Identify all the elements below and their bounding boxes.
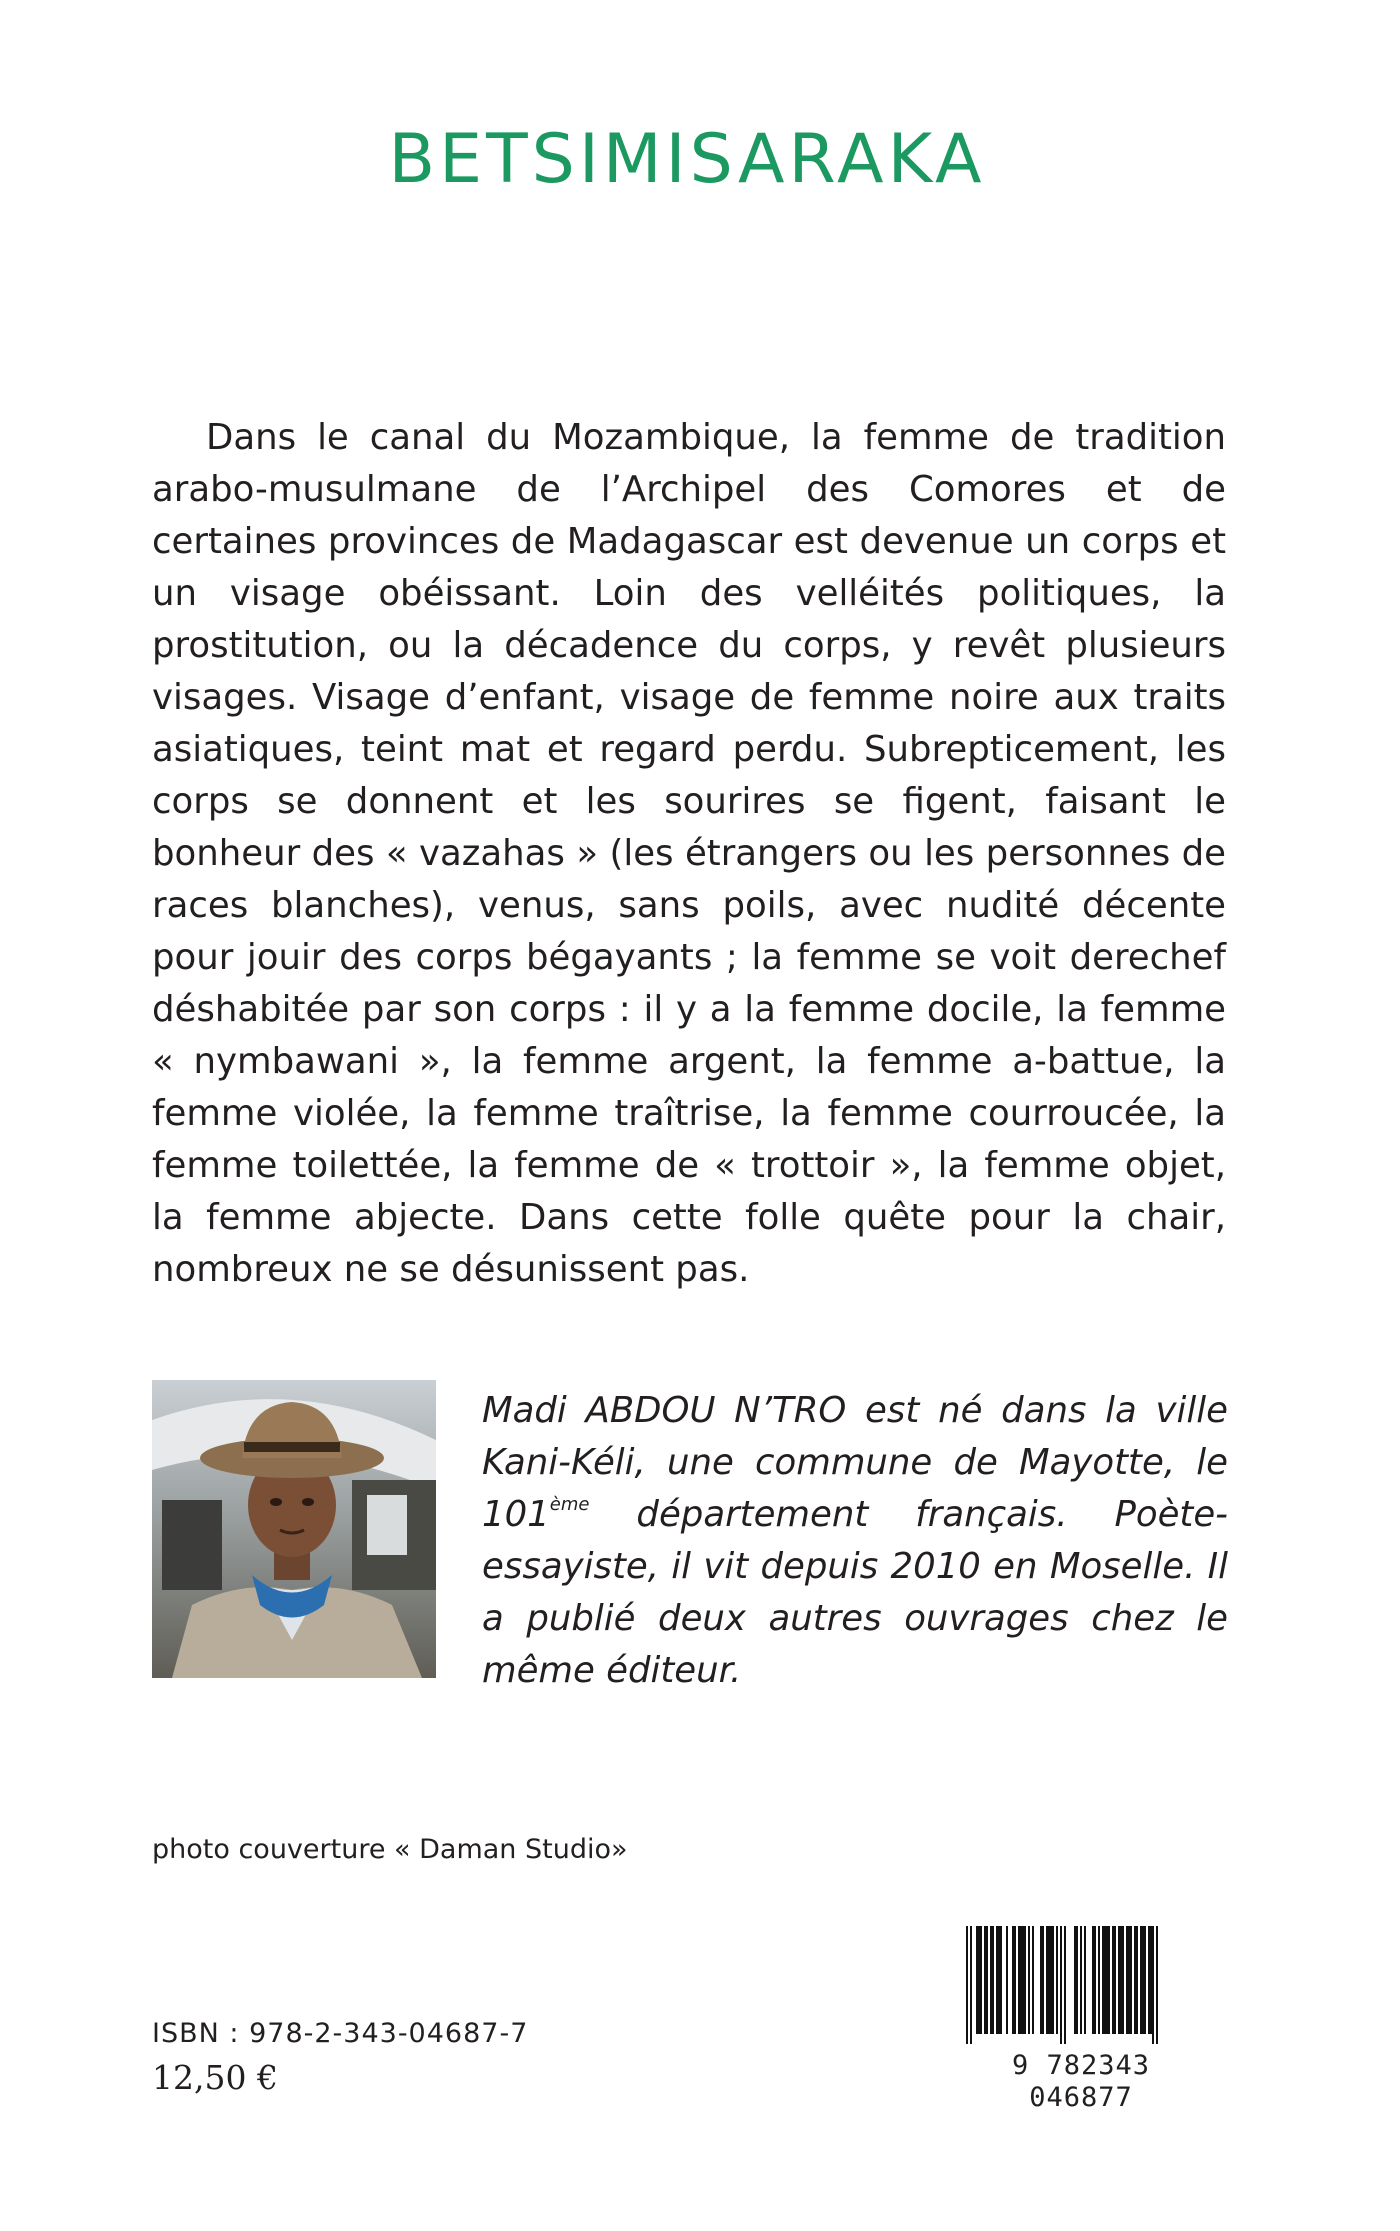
barcode-bar xyxy=(1028,1926,1030,2034)
author-bio-text-start: Madi ABDOU N’TRO est né dans la ville Kani-Kéli, une commune de Mayotte, le 101 xyxy=(482,1390,1228,1535)
barcode-bar xyxy=(1074,1926,1078,2034)
author-bio-text-end: département français. Poète-essayiste, il vit depuis 2010 en Moselle. Il a publié deux autres ouvrages chez le même éditeur. xyxy=(482,1494,1228,1691)
photo-credit: photo couverture « Daman Studio» xyxy=(152,1834,628,1865)
barcode-bar xyxy=(1080,1926,1082,2034)
barcode-bar xyxy=(966,1926,968,2044)
barcode-bar xyxy=(970,1926,972,2044)
barcode-bar xyxy=(1064,1926,1066,2044)
barcode-bar xyxy=(1092,1926,1096,2034)
barcode-bar xyxy=(1118,1926,1124,2034)
barcode-bar xyxy=(1134,1926,1138,2034)
barcode-bar xyxy=(1018,1926,1026,2034)
barcode-bar xyxy=(1040,1926,1044,2034)
book-title: BETSIMISARAKA xyxy=(388,120,986,199)
barcode-bar xyxy=(996,1926,1002,2034)
price: 12,50 € xyxy=(152,2058,278,2097)
barcode-bar xyxy=(1056,1926,1058,2034)
summary-paragraph: Dans le canal du Mozambique, la femme de tradition arabo-musulmane de l’Archipel des Comores et de certaines provinces de Madagascar est devenue un corps et un visage obéissant. Loin des velléités politiques, la prostitution, ou la décadence du corps, y revêt plusieurs visages. Visage d’enfant, visage de femme noire aux traits asiatiques, teint mat et regard perdu. Subrepticement, les corps se donnent et les sourires se figent, faisant le bonheur des « vazahas » (les étrangers ou les personnes de races blanches), venus, sans poils, avec nudité décente pour jouir des corps bégayants ; la femme se voit derechef déshabitée par son corps : il y a la femme docile, la femme « nymbawani », la femme argent, la femme a-battue, la femme violée, la femme traîtrise, la femme courroucée, la femme toilettée, la femme de « trottoir », la femme objet, la femme abjecte. Dans cette folle quête pour la chair, nombreux ne se désunissent pas. xyxy=(152,417,1226,1290)
barcode-bar xyxy=(1032,1926,1034,2034)
barcode-bar xyxy=(1098,1926,1100,2034)
barcode-bar xyxy=(984,1926,988,2034)
barcode-bar xyxy=(976,1926,982,2034)
barcode-bar xyxy=(1126,1926,1132,2034)
author-portrait-image xyxy=(152,1380,436,1678)
barcode-bars xyxy=(956,1926,1206,2046)
barcode-bar xyxy=(1060,1926,1062,2044)
back-cover-summary xyxy=(152,412,1226,1296)
author-bio xyxy=(482,1385,1228,1697)
author-photo xyxy=(152,1380,436,1678)
barcode-bar xyxy=(1102,1926,1110,2034)
barcode-bar xyxy=(1012,1926,1016,2034)
barcode-bar xyxy=(1112,1926,1116,2034)
barcode-bar xyxy=(990,1926,994,2034)
barcode-bar xyxy=(1046,1926,1054,2034)
barcode-bar xyxy=(1148,1926,1152,2034)
barcode-digits: 9 782343 046877 xyxy=(1011,2050,1151,2113)
isbn: ISBN : 978-2-343-04687-7 xyxy=(152,2018,529,2049)
barcode-bar xyxy=(1084,1926,1086,2034)
barcode-bar xyxy=(1006,1926,1008,2034)
barcode-bar xyxy=(1152,1926,1154,2044)
author-bio-superscript: ème xyxy=(549,1494,590,1515)
barcode-bar xyxy=(1156,1926,1158,2044)
barcode-bar xyxy=(1140,1926,1146,2034)
